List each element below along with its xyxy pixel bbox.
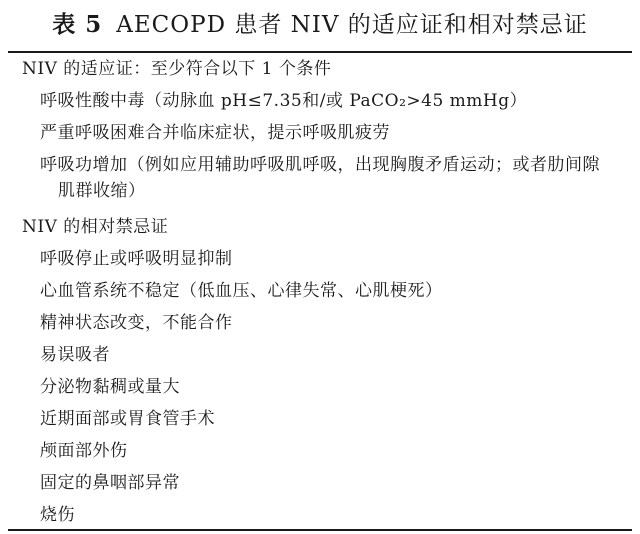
list-item-continuation: 肌群收缩） [58, 181, 146, 201]
list-item: 近期面部或胃食管手术 [40, 409, 215, 429]
list-item: 呼吸功增加（例如应用辅助呼吸肌呼吸，出现胸腹矛盾运动；或者肋间隙 [40, 155, 600, 175]
list-item: 心血管系统不稳定（低血压、心律失常、心肌梗死） [40, 281, 443, 301]
table-title [0, 6, 640, 39]
list-item: 固定的鼻咽部异常 [40, 473, 180, 493]
list-item: 严重呼吸困难合并临床症状，提示呼吸肌疲劳 [40, 123, 390, 143]
bottom-rule [8, 529, 632, 531]
table-caption: AECOPD 患者 NIV 的适应证和相对禁忌证 [116, 12, 588, 38]
list-item: 分泌物黏稠或量大 [40, 377, 180, 397]
list-item: 烧伤 [40, 505, 75, 525]
section-heading-indications: NIV 的适应证：至少符合以下 1 个条件 [22, 59, 332, 79]
list-item: 易误吸者 [40, 345, 110, 365]
list-item: 呼吸性酸中毒（动脉血 pH≤7.35和/或 PaCO₂>45 mmHg） [40, 91, 528, 111]
top-rule [8, 51, 632, 53]
list-item: 呼吸停止或呼吸明显抑制 [40, 249, 233, 269]
list-item: 颅面部外伤 [40, 441, 128, 461]
list-item: 精神状态改变，不能合作 [40, 313, 233, 333]
table-number: 表 5 [52, 11, 103, 38]
section-heading-contraindications: NIV 的相对禁忌证 [22, 217, 169, 237]
